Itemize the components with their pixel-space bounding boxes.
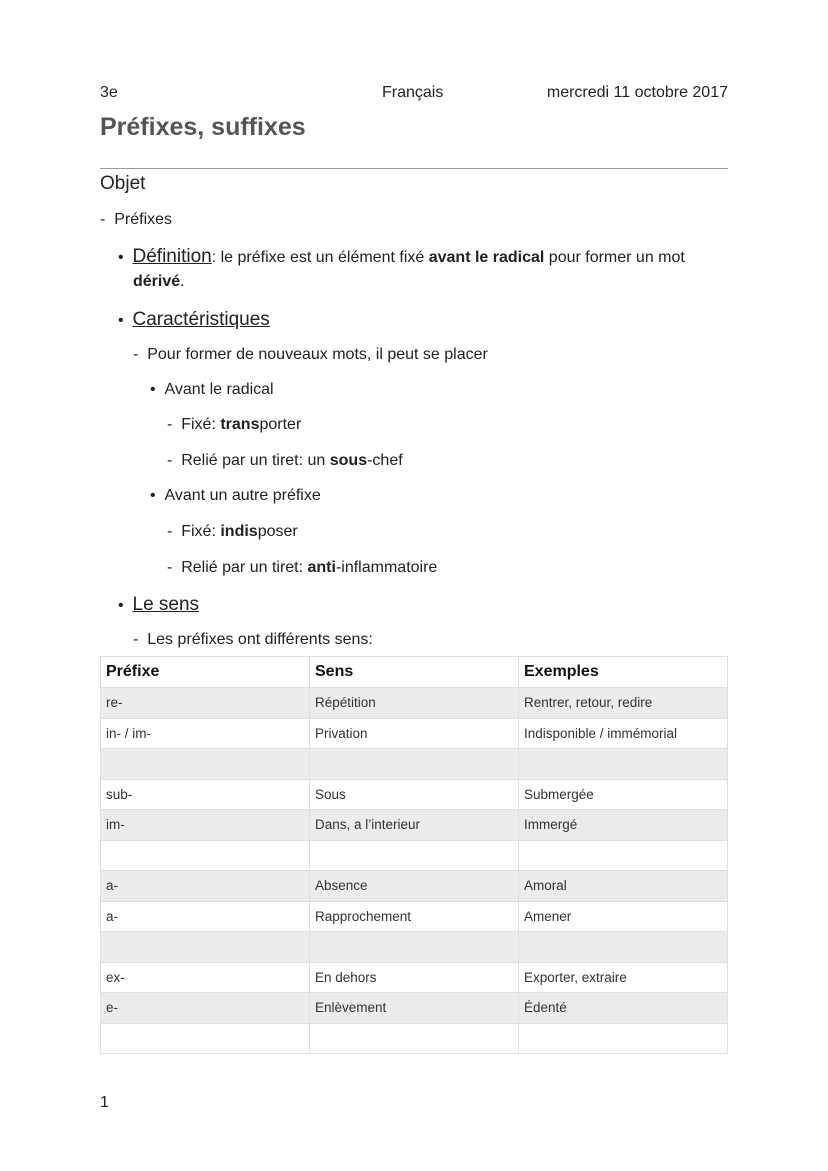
text: Fixé: [181, 523, 221, 540]
text: : le préfixe est un élément fixé [211, 249, 429, 266]
bold-text: dérivé [133, 273, 181, 290]
text: -inflammatoire [335, 559, 438, 576]
list-item: - Préfixes [100, 211, 173, 228]
text: Les préfixes ont différents sens: [147, 631, 373, 648]
bold-text: sous [329, 452, 368, 469]
text: Pour former de nouveaux mots, il peut se placer [147, 346, 488, 363]
table-row [101, 749, 728, 780]
table-cell [310, 932, 519, 963]
table-cell: Rentrer, retour, redire [519, 688, 728, 719]
text: -chef [367, 452, 403, 469]
table-cell [310, 1023, 519, 1054]
text: poser [257, 523, 298, 540]
definition-cont [133, 273, 185, 291]
table-cell [101, 1023, 310, 1054]
table-cell [519, 932, 728, 963]
list-item: - Les préfixes ont différents sens: [133, 631, 373, 648]
table-cell [101, 749, 310, 780]
prefix-table [100, 656, 728, 1054]
table-cell [519, 749, 728, 780]
table-row [101, 962, 728, 993]
table-cell: re- [101, 688, 310, 719]
definition-label: Définition [132, 246, 212, 267]
list-item: • Avant un autre préfixe [150, 487, 321, 504]
table-cell: ex- [101, 962, 310, 993]
table-row [101, 779, 728, 810]
table-cell [101, 840, 310, 871]
table-row [101, 901, 728, 932]
list-item: - Fixé: indisposer [167, 523, 298, 540]
table-row [101, 840, 728, 871]
header-cell: Sens [310, 657, 519, 688]
bold-text: avant le radical [428, 249, 545, 266]
table-row [101, 932, 728, 963]
table-row [101, 688, 728, 719]
text: Avant le radical [164, 381, 274, 398]
table-cell: e- [101, 993, 310, 1024]
table-cell: im- [101, 810, 310, 841]
header-cell: Préfixe [101, 657, 310, 688]
list-item: • Caractéristiques [118, 309, 270, 330]
list-item: - Relié par un tiret: un sous-chef [167, 452, 403, 469]
list-item: • Le sens [118, 594, 200, 615]
bold-text: trans [220, 416, 260, 433]
table-cell: Indisponible / immémorial [519, 718, 728, 749]
table-row [101, 718, 728, 749]
table-cell: Rapprochement [310, 901, 519, 932]
table-cell: Privation [310, 718, 519, 749]
class-label: 3e [100, 84, 118, 101]
table-cell: sub- [101, 779, 310, 810]
text: Relié par un tiret: [181, 559, 308, 576]
table-row [101, 871, 728, 902]
bold-text: indis [220, 523, 258, 540]
table-cell: Dans, a l’interieur [310, 810, 519, 841]
definition-item: • Définition: le préfixe est un élément fixé avant le radical pour former un mot [118, 246, 685, 267]
table-cell: a- [101, 901, 310, 932]
table-header [101, 657, 728, 688]
table-cell [310, 749, 519, 780]
table-cell: in- / im- [101, 718, 310, 749]
page-title: Préfixes, suffixes [100, 113, 306, 141]
text: . [180, 273, 185, 290]
bold-text: anti [307, 559, 336, 576]
table-cell [101, 932, 310, 963]
subject-label: Français [382, 84, 444, 101]
header-cell: Exemples [519, 657, 728, 688]
list-item: • Avant le radical [150, 381, 274, 398]
table-cell: Immergé [519, 810, 728, 841]
page-number: 1 [100, 1094, 109, 1111]
text: porter [259, 416, 302, 433]
table-cell [519, 840, 728, 871]
table-cell: Amoral [519, 871, 728, 902]
meaning-label: Le sens [132, 594, 200, 615]
table-cell: Absence [310, 871, 519, 902]
date-label: mercredi 11 octobre 2017 [546, 84, 728, 101]
table-cell: Exporter, extraire [519, 962, 728, 993]
text: Fixé: [181, 416, 221, 433]
table-cell: a- [101, 871, 310, 902]
list-item: - Relié par un tiret: anti-inflammatoire [167, 559, 438, 576]
table-cell: En dehors [310, 962, 519, 993]
table-row [101, 993, 728, 1024]
table-cell: Répétition [310, 688, 519, 719]
table-cell: Amener [519, 901, 728, 932]
table-cell [310, 840, 519, 871]
table-cell: Submergée [519, 779, 728, 810]
table-cell: Sous [310, 779, 519, 810]
table-cell: Édenté [519, 993, 728, 1024]
text: Avant un autre préfixe [164, 487, 321, 504]
table-row [101, 1023, 728, 1054]
table-cell [519, 1023, 728, 1054]
text: Relié par un tiret: un [181, 452, 330, 469]
section-heading: Objet [100, 173, 146, 194]
divider [100, 168, 728, 169]
text: pour former un mot [544, 249, 685, 266]
table-row [101, 810, 728, 841]
item-text: Préfixes [114, 211, 173, 228]
list-item: - Fixé: transporter [167, 416, 302, 433]
list-item: - Pour former de nouveaux mots, il peut se placer [133, 346, 488, 363]
characteristics-label: Caractéristiques [132, 309, 270, 330]
table-cell: Enlèvement [310, 993, 519, 1024]
